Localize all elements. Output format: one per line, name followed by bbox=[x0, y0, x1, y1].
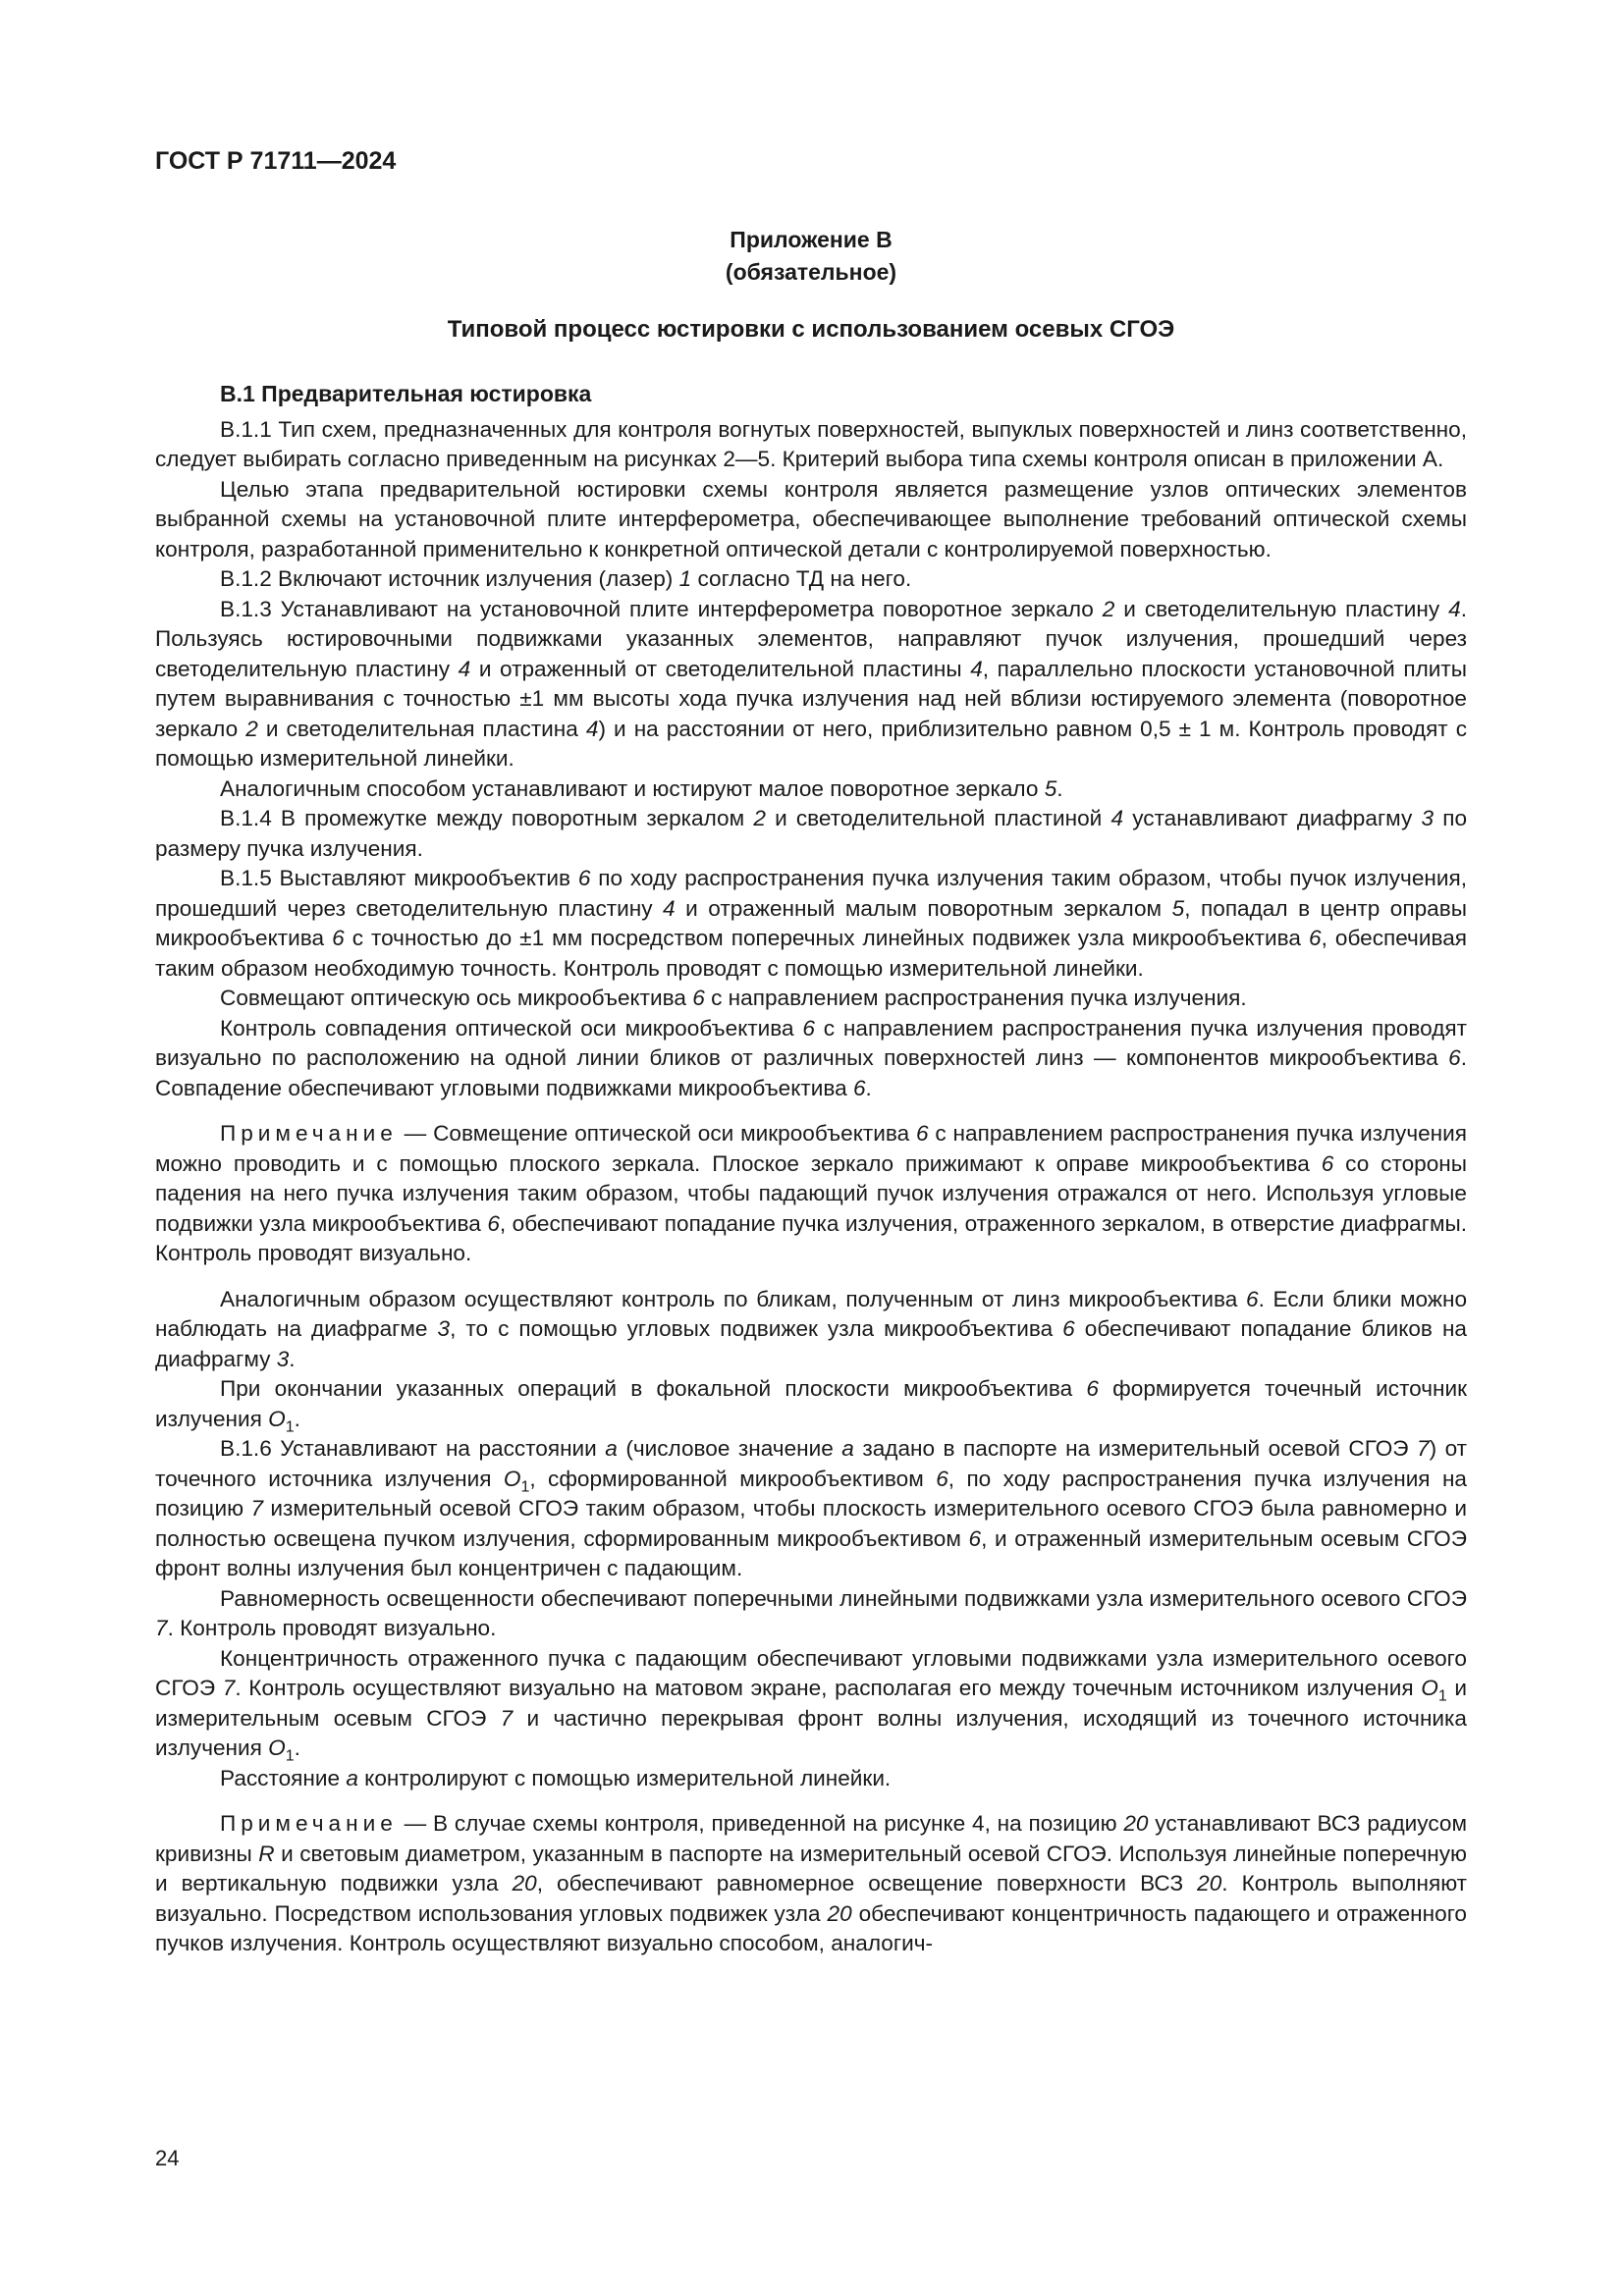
page-number: 24 bbox=[155, 2146, 180, 2170]
paragraph-b-1-1: В.1.1 Тип схем, предназначенных для контроля вогнутых поверхностей, выпуклых поверхностей и линз соответственно, следует выбирать согласно приведенным на рисунках 2—5. Критерий выбора типа схемы контроля описан в приложении А. bbox=[155, 416, 1467, 471]
note-label: Примечание bbox=[220, 1811, 398, 1836]
paragraph-b-1-4: В.1.4 В промежутке между поворотным зеркалом 2 и светоделительной пластиной 4 устанавливают диафрагму 3 по размеру пучка излучения. bbox=[155, 806, 1468, 861]
section-heading: В.1 Предварительная юстировка bbox=[220, 381, 592, 406]
paragraph-b-1-6: В.1.6 Устанавливают на расстоянии a (числовое значение a задано в паспорте на измерительный осевой СГОЭ 7) от точечного источника излучения $O_1$, сформированной микрообъективом 6, по ходу распространения пучка излучения на позицию 7 измерительный осевой СГОЭ таким образом, чтобы плоскость измерительного осевого СГОЭ была равномерно и полностью освещена пучком излучения, сформированным микрообъективом 6, и отраженный измерительным осевым СГОЭ фронт волны излучения был концентричен с падающим. bbox=[155, 1436, 1467, 1580]
paragraph-concentricity: Концентричность отраженного пучка с падающим обеспечивают угловыми подвижками узла измерительного осевого СГОЭ 7. Контроль осуществляют визуально на матовом экране, располагая его между точечным источником излучения $O_1$ и измерительным осевым СГОЭ 7 и частично перекрывая фронт волны излучения, исходящий из точечного источника излучения $O_1$. bbox=[155, 1645, 1467, 1765]
body-text bbox=[155, 379, 1467, 1975]
appendix-subject-title: Типовой процесс юстировки с использованием осевых СГОЭ bbox=[447, 316, 1175, 343]
appendix-title: Приложение В bbox=[730, 227, 893, 252]
note-label: Примечание bbox=[220, 1121, 398, 1146]
appendix-status: (обязательное) bbox=[725, 259, 897, 285]
paragraph-point-source: При окончании указанных операций в фокальной плоскости микрообъектива 6 формируется точечный источник излучения $O_1$. bbox=[155, 1376, 1467, 1436]
paragraph-distance-check: Расстояние a контролируют с помощью измерительной линейки. bbox=[220, 1765, 892, 1790]
note-1: Примечание — Совмещение оптической оси микрообъектива 6 с направлением распространения пучка излучения можно проводить и с помощью плоского зеркала. Плоское зеркало прижимают к оправе микрообъектива 6 со стороны падения на него пучка излучения таким образом, чтобы падающий пучок излучения отражался от него. Используя угловые подвижки узла микрообъектива 6, обеспечивают попадание пучка излучения, отраженного зеркалом, в отверстие диафрагмы. Контроль проводят визуально. bbox=[155, 1121, 1467, 1265]
note-2: Примечание — В случае схемы контроля, приведенной на рисунке 4, на позицию 20 устанавливают ВСЗ радиусом кривизны R и световым диаметром, указанным в паспорте на измерительный осевой СГОЭ. Используя линейные поперечную и вертикальную подвижки узла 20, обеспечивают равномерное освещение поверхности ВСЗ 20. Контроль выполняют визуально. Посредством использования угловых подвижек узла 20 обеспечивают концентричность падающего и отраженного пучков излучения. Контроль осуществляют визуально способом, аналогич- bbox=[155, 1811, 1468, 1955]
paragraph-purpose: Целью этапа предварительной юстировки схемы контроля является размещение узлов оптических элементов выбранной схемы на установочной плите интерферометра, обеспечивающее выполнение требований оптической схемы контроля, разработанной применительно к конкретной оптической детали с контролируемой поверхностью. bbox=[155, 476, 1467, 561]
paragraph-align-axis: Совмещают оптическую ось микрообъектива 6 с направлением распространения пучка излучения. bbox=[220, 986, 1247, 1010]
paragraph-uniformity: Равномерность освещенности обеспечивают поперечными линейными подвижками узла измерительного осевого СГОЭ 7. Контроль проводят визуально. bbox=[155, 1585, 1467, 1640]
paragraph-b-1-3: В.1.3 Устанавливают на установочной плите интерферометра поворотное зеркало 2 и светоделительную пластину 4. Пользуясь юстировочными подвижками указанных элементов, направляют пучок излучения, прошедший через светоделительную пластину 4 и отраженный от светоделительной пластины 4, параллельно плоскости установочной плиты путем выравнивания с точностью ±1 мм высоты хода пучка излучения над ней вблизи юстируемого элемента (поворотное зеркало 2 и светоделительная пластина 4) и на расстоянии от него, приблизительно равном 0,5 ± 1 м. Контроль проводят с помощью измерительной линейки. bbox=[155, 596, 1467, 771]
paragraph-b-1-5: В.1.5 Выставляют микрообъектив 6 по ходу распространения пучка излучения таким образом, чтобы пучок излучения, прошедший через светоделительную пластину 4 и отраженный малым поворотным зеркалом 5, попадал в центр оправы микрообъектива 6 с точностью до ±1 мм посредством поперечных линейных подвижек узла микрообъектива 6, обеспечивая таким образом необходимую точность. Контроль проводят с помощью измерительной линейки. bbox=[155, 866, 1467, 981]
paragraph-glare-check: Аналогичным образом осуществляют контроль по бликам, полученным от линз микрообъектива 6. Если блики можно наблюдать на диафрагме 3, то с помощью угловых подвижек узла микрообъектива 6 обеспечивают попадание бликов на диафрагму 3. bbox=[155, 1286, 1468, 1371]
appendix-heading bbox=[155, 224, 1467, 289]
paragraph-small-mirror: Аналогичным способом устанавливают и юстируют малое поворотное зеркало 5. bbox=[220, 775, 1063, 801]
document-code-header: ГОСТ Р 71711—2024 bbox=[155, 147, 397, 175]
paragraph-axis-check: Контроль совпадения оптической оси микрообъектива 6 с направлением распространения пучка излучения проводят визуально по расположению на одной линии бликов от различных поверхностей линз — компонентов микрообъектива 6. Совпадение обеспечивают угловыми подвижками микрообъектива 6. bbox=[155, 1015, 1467, 1100]
paragraph-b-1-2: В.1.2 Включают источник излучения (лазер) 1 согласно ТД на него. bbox=[220, 566, 912, 591]
